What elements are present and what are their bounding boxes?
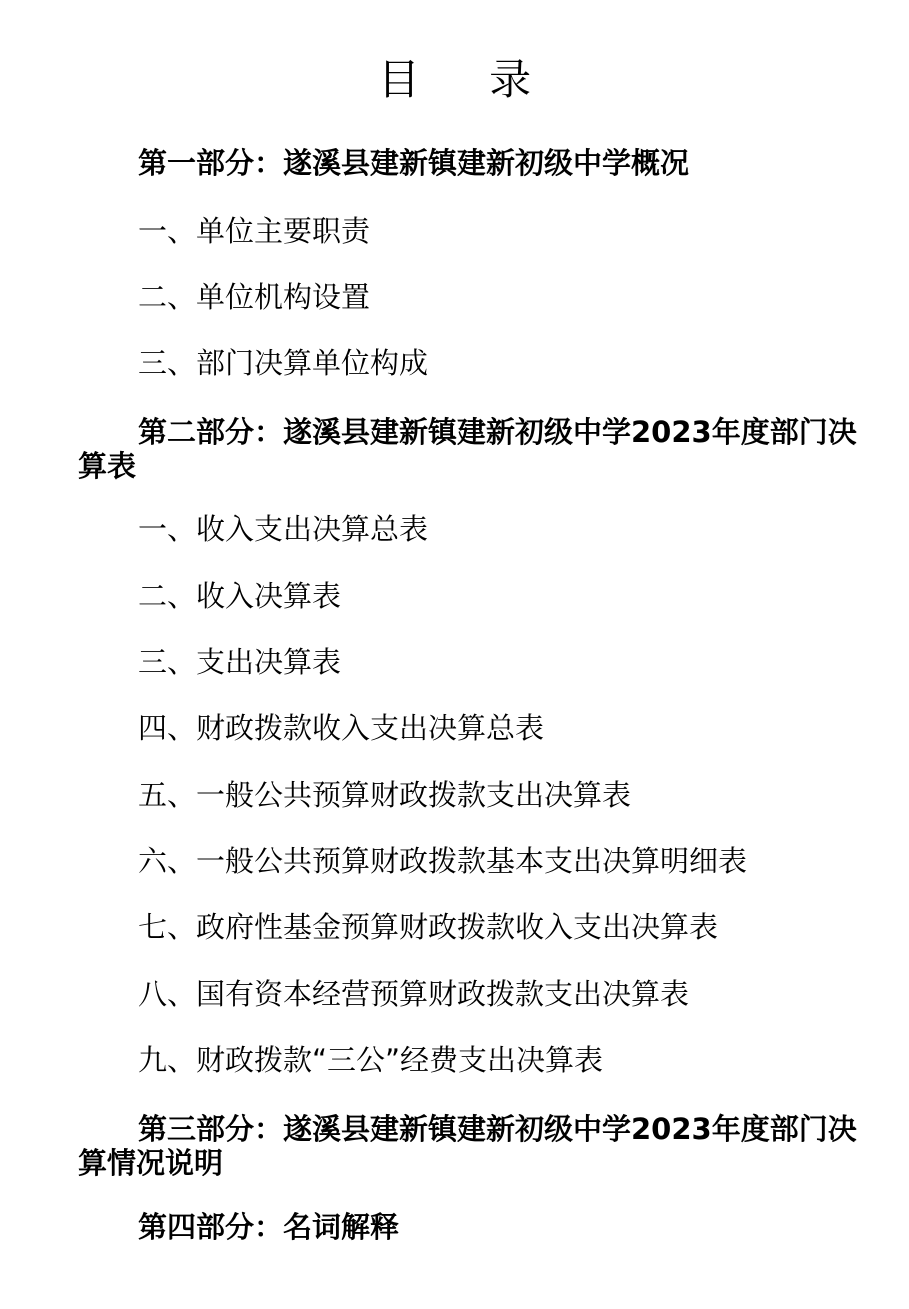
- toc-part-3: 第三部分：遂溪县建新镇建新初级中学2023年度部门决算情况说明: [78, 1112, 857, 1180]
- toc-item: 八、国有资本经营预算财政拨款支出决算表: [138, 977, 690, 1011]
- toc-item: 七、政府性基金预算财政拨款收入支出决算表: [138, 910, 719, 944]
- toc-item: 三、支出决算表: [138, 645, 342, 679]
- toc-item: 四、财政拨款收入支出决算总表: [138, 711, 545, 745]
- toc-part-4: 第四部分：名词解释: [138, 1210, 400, 1244]
- toc-part-1: 第一部分：遂溪县建新镇建新初级中学概况: [138, 146, 690, 180]
- toc-item: 二、单位机构设置: [138, 280, 371, 314]
- toc-item: 五、一般公共预算财政拨款支出决算表: [138, 778, 632, 812]
- toc-item: 二、收入决算表: [138, 579, 342, 613]
- toc-item: 九、财政拨款“三公”经费支出决算表: [138, 1043, 604, 1077]
- toc-part-2: 第二部分：遂溪县建新镇建新初级中学2023年度部门决算表: [78, 415, 857, 483]
- toc-item: 一、单位主要职责: [138, 214, 371, 248]
- toc-item: 三、部门决算单位构成: [138, 346, 429, 380]
- toc-item: 六、一般公共预算财政拨款基本支出决算明细表: [138, 844, 748, 878]
- toc-item: 一、收入支出决算总表: [138, 512, 429, 546]
- page-title: 目 录: [377, 55, 560, 104]
